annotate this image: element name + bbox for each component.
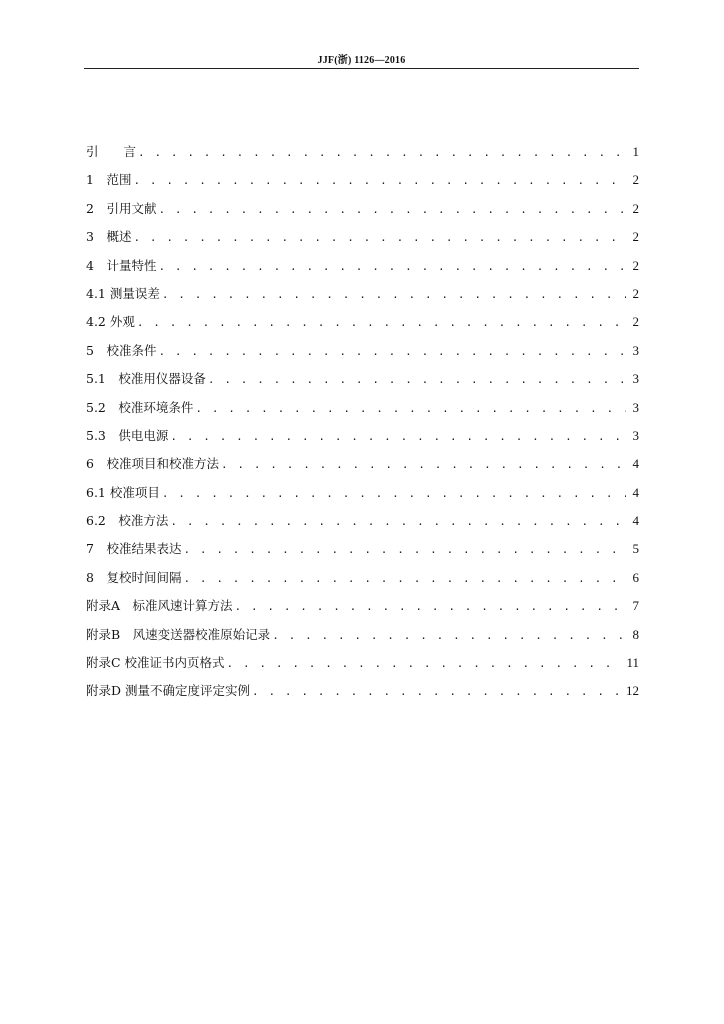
toc-entry[interactable]	[86, 479, 639, 507]
toc-entry-page: 3	[632, 342, 639, 358]
toc-entry-label: 引 言	[86, 144, 137, 159]
toc-entry-label: 6.2 校准方法	[86, 513, 169, 529]
toc-entry-label: 6 校准项目和校准方法	[86, 456, 219, 472]
toc-dot-leader	[252, 678, 622, 706]
toc-entry-label: 4.2 外观	[86, 314, 135, 330]
toc-entry[interactable]	[86, 280, 639, 308]
toc-entry-page: 6	[632, 569, 639, 585]
toc-dot-leader	[158, 338, 626, 366]
toc-entry-label: 附录B 风速变送器校准原始记录	[86, 626, 271, 642]
toc-entry-page: 2	[632, 172, 639, 188]
toc-entry-label: 附录C 校准证书内页格式	[86, 655, 225, 671]
toc-entry-label: 5.1 校准用仪器设备	[86, 371, 206, 387]
toc-entry-page: 5	[632, 541, 639, 557]
toc-entry-label: 4 计量特性	[86, 257, 157, 273]
toc-entry[interactable]	[86, 394, 639, 422]
toc-dot-leader	[138, 139, 626, 167]
toc-entry-label: 4.1 测量误差	[86, 285, 160, 301]
toc-entry[interactable]	[86, 507, 639, 535]
toc-dot-leader	[227, 650, 623, 678]
toc-dot-leader	[235, 593, 626, 621]
toc-entry-page: 3	[632, 371, 639, 387]
toc-entry-page: 3	[632, 399, 639, 415]
toc-entry-label: 5 校准条件	[86, 342, 157, 358]
toc-entry[interactable]	[86, 592, 639, 620]
toc-dot-leader	[272, 622, 626, 650]
toc-entry[interactable]	[86, 450, 639, 478]
toc-entry[interactable]	[86, 195, 639, 223]
toc-entry-label: 2 引用文献	[86, 200, 157, 216]
toc-entry[interactable]	[86, 649, 639, 677]
toc-dot-leader	[208, 366, 626, 394]
toc-entry-label: 3 概述	[86, 229, 132, 245]
toc-entry-label: 附录A 标准风速计算方法	[86, 598, 233, 614]
toc-entry-page: 2	[632, 229, 639, 245]
toc-dot-leader	[158, 253, 626, 281]
toc-entry-page: 7	[632, 598, 639, 614]
toc-dot-leader	[162, 480, 626, 508]
toc-entry[interactable]	[86, 252, 639, 280]
page-header	[84, 50, 639, 69]
toc-entry[interactable]	[86, 621, 639, 649]
toc-entry-label: 1 范围	[86, 172, 132, 188]
toc-entry[interactable]	[86, 564, 639, 592]
toc-dot-leader	[133, 167, 626, 195]
toc-entry-page: 2	[632, 200, 639, 216]
table-of-contents	[86, 138, 639, 706]
toc-entry-page: 2	[632, 285, 639, 301]
toc-entry-page: 2	[632, 314, 639, 330]
toc-entry[interactable]	[86, 337, 639, 365]
toc-entry-page: 1	[632, 144, 639, 159]
toc-entry[interactable]	[86, 308, 639, 336]
toc-entry-label: 5.3 供电电源	[86, 427, 169, 443]
toc-entry[interactable]	[86, 223, 639, 251]
toc-dot-leader	[170, 508, 626, 536]
toc-entry-page: 12	[626, 683, 639, 699]
toc-entry[interactable]	[86, 138, 639, 166]
toc-entry[interactable]	[86, 365, 639, 393]
toc-entry-page: 4	[632, 513, 639, 529]
toc-dot-leader	[183, 536, 626, 564]
toc-dot-leader	[158, 196, 626, 224]
toc-entry-page: 8	[632, 626, 639, 642]
toc-dot-leader	[183, 565, 626, 593]
toc-entry-label: 6.1 校准项目	[86, 484, 160, 500]
toc-entry-page: 4	[632, 456, 639, 472]
toc-entry[interactable]	[86, 677, 639, 705]
toc-entry-label: 8 复校时间间隔	[86, 569, 182, 585]
toc-entry-page: 4	[632, 484, 639, 500]
toc-entry-page: 2	[632, 257, 639, 273]
toc-dot-leader	[195, 395, 626, 423]
toc-entry[interactable]	[86, 422, 639, 450]
toc-entry[interactable]	[86, 535, 639, 563]
toc-dot-leader	[221, 451, 626, 479]
toc-dot-leader	[162, 281, 626, 309]
toc-dot-leader	[133, 224, 626, 252]
document-code: JJF(浙) 1126—2016	[317, 55, 406, 66]
toc-entry-label: 附录D 测量不确定度评定实例	[86, 683, 250, 699]
toc-entry-label: 5.2 校准环境条件	[86, 399, 194, 415]
toc-entry-page: 11	[626, 655, 639, 671]
toc-dot-leader	[137, 309, 626, 337]
toc-entry[interactable]	[86, 166, 639, 194]
toc-entry-page: 3	[632, 427, 639, 443]
toc-entry-label: 7 校准结果表达	[86, 541, 182, 557]
toc-dot-leader	[170, 423, 626, 451]
